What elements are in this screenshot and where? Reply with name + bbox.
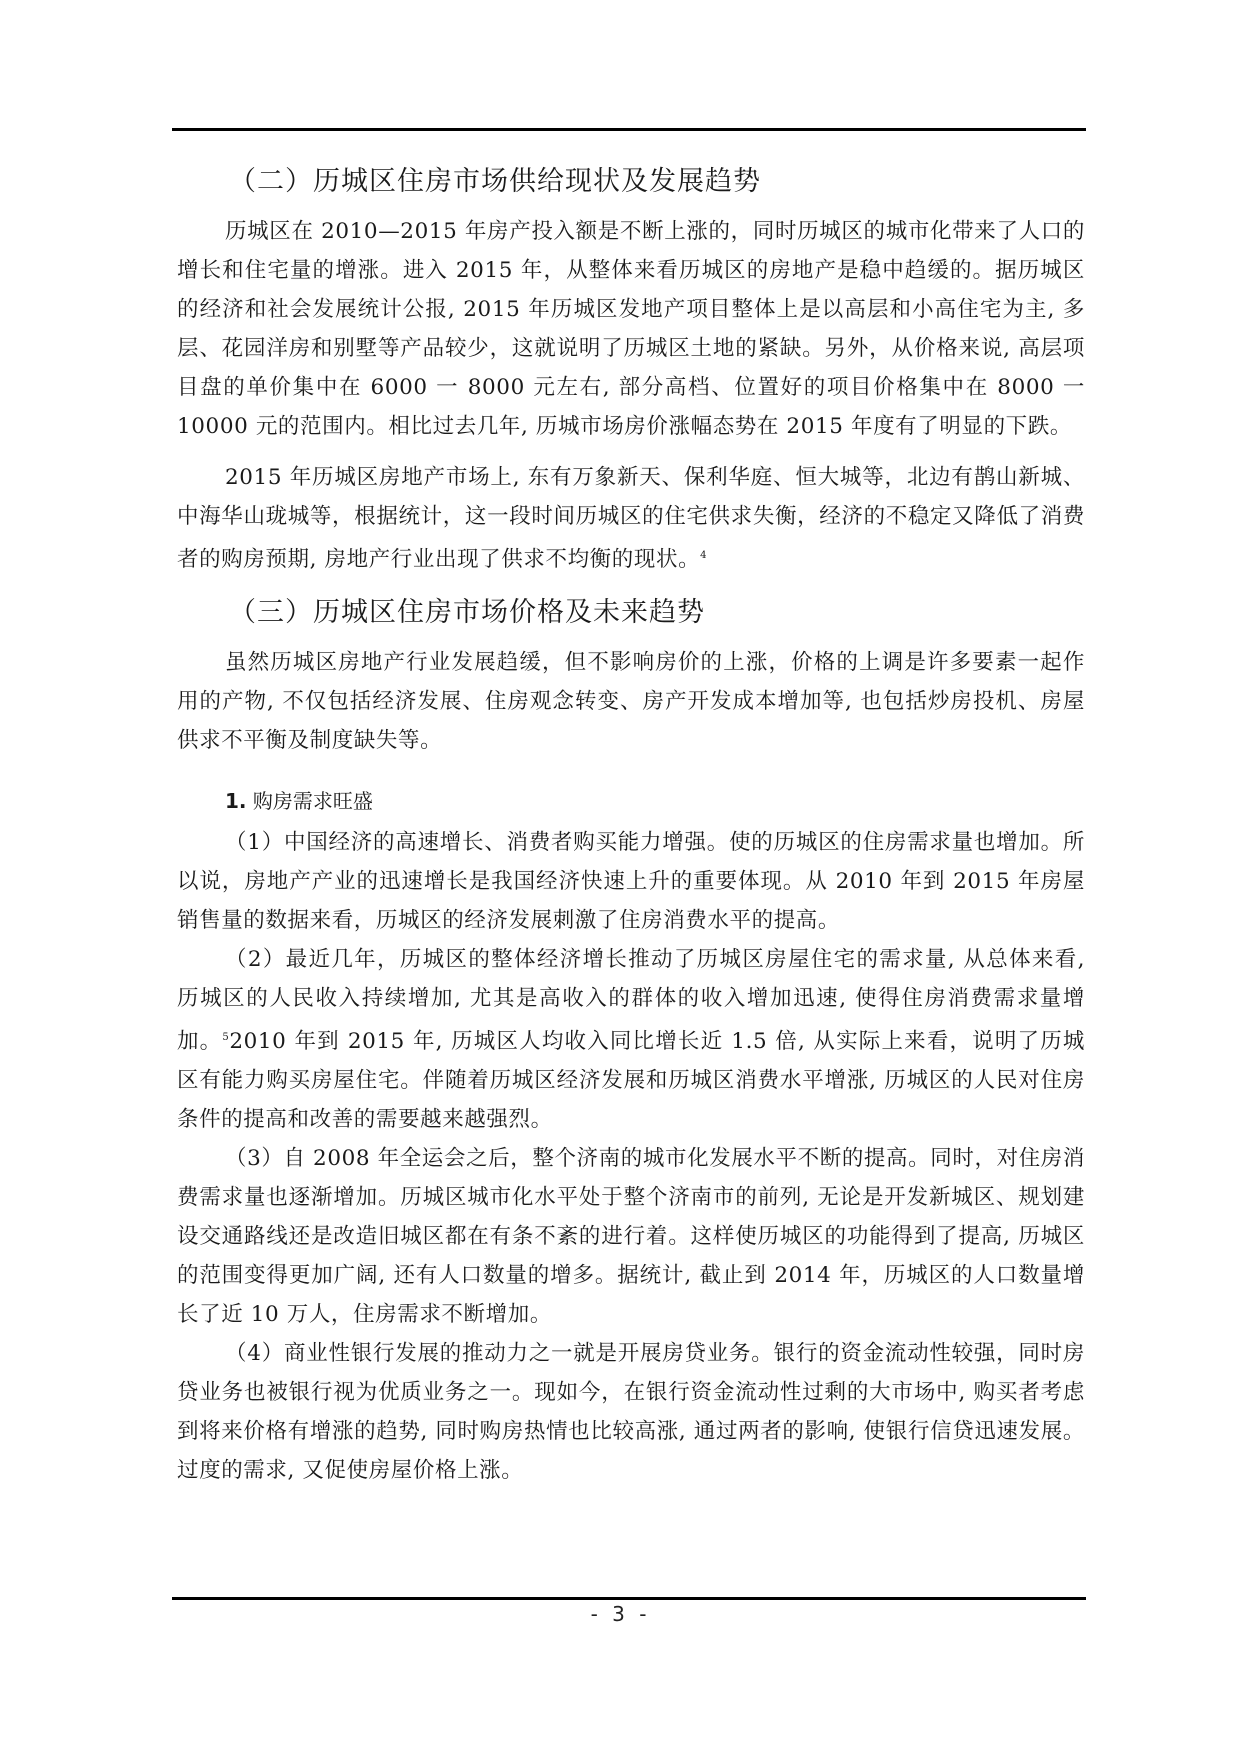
demand-item-3: （3）自 2008 年全运会之后，整个济南的城市化发展水平不断的提高。同时，对住房消费需求量也逐渐增加。历城区城市化水平处于整个济南市的前列, 无论是开发新城区、规划建设交通路线还是改造旧城区都在有条不紊的进行着。这样使历城区的功能得到了提高, 历城区的范围变得更加广阔, 还有人口数量的增多。据统计, 截止到 2014 年，历城区的人口数量增长了近 10 万人，住房需求不断增加。: [177, 1146, 1085, 1328]
demand-item-2-tail: 2010 年到 2015 年, 历城区人均收入同比增长近 1.5 倍, 从实际上来看，说明了历城区有能力购买房屋住宅。伴随着历城区经济发展和历城区消费水平增涨, 历城区的人民对住房条件的提高和改善的需要越来越强烈。: [177, 1029, 1086, 1133]
section2-paragraph-2: [177, 458, 1085, 579]
header-rule: [172, 128, 1086, 131]
section-heading-2: （二）历城区住房市场供给现状及发展趋势: [229, 166, 761, 197]
page-number: - 3 -: [590, 1602, 651, 1626]
subsection-heading: [225, 782, 1085, 821]
section-heading-3: （三）历城区住房市场价格及未来趋势: [229, 597, 705, 629]
section2-paragraph-1: 历城区在 2010—2015 年房产投入额是不断上涨的，同时历城区的城市化带来了人口的增长和住宅量的增涨。进入 2015 年，从整体来看历城区的房地产是稳中趋缓的。据历城区的经济和社会发展统计公报, 2015 年历城区发地产项目整体上是以高层和小高住宅为主, 多层、花园洋房和别墅等产品较少，这就说明了历城区土地的紧缺。另外，从价格来说, 高层项目盘的单价集中在 6000 一 8000 元左右, 部分高档、位置好的项目价格集中在 8000 一 10000 元的范围内。相比过去几年, 历城市场房价涨幅态势在 2015 年度有了明显的下跌。: [177, 219, 1085, 439]
demand-item-2: [177, 940, 1085, 1139]
demand-item-2-text: （2）最近几年，历城区的整体经济增长推动了历城区房屋住宅的需求量, 从总体来看, 历城区的人民收入持续增加, 尤其是高收入的群体的收入增加迅速, 使得住房消费需求量增加。: [177, 947, 1085, 1055]
subsection-number: 1.: [225, 789, 247, 814]
demand-item-4: （4）商业性银行发展的推动力之一就是开展房贷业务。银行的资金流动性较强，同时房贷业务也被银行视为优质业务之一。现如今，在银行资金流动性过剩的大市场中, 购买者考虑到将来价格有增涨的趋势, 同时购房热情也比较高涨, 通过两者的影响, 使银行信贷迅速发展。过度的需求, 又促使房屋价格上涨。: [177, 1341, 1085, 1484]
subsection-title: 购房需求旺盛: [252, 789, 373, 814]
demand-item-1: （1）中国经济的高速增长、消费者购买能力增强。使的历城区的住房需求量也增加。所以说，房地产产业的迅速增长是我国经济快速上升的重要体现。从 2010 年到 2015 年房屋销售量的数据来看，历城区的经济发展刺激了住房消费水平的提高。: [177, 830, 1085, 934]
page-content: [177, 148, 1085, 1490]
footnote-marker: 4: [700, 550, 708, 561]
section3-paragraph-1: 虽然历城区房地产行业发展趋缓，但不影响房价的上涨，价格的上调是许多要素一起作用的产物, 不仅包括经济发展、住房观念转变、房产开发成本增加等, 也包括炒房投机、房屋供求不平衡及制度缺失等。: [177, 650, 1086, 754]
footnote-marker: 5: [222, 1032, 230, 1044]
footer-rule: [172, 1597, 1086, 1600]
section2-paragraph-2-text: 2015 年历城区房地产市场上, 东有万象新天、保利华庭、恒大城等，北边有鹊山新城、中海华山珑城等，根据统计，这一段时间历城区的住宅供求失衡，经济的不稳定又降低了消费者的购房预期, 房地产行业出现了供求不均衡的现状。: [177, 465, 1085, 573]
